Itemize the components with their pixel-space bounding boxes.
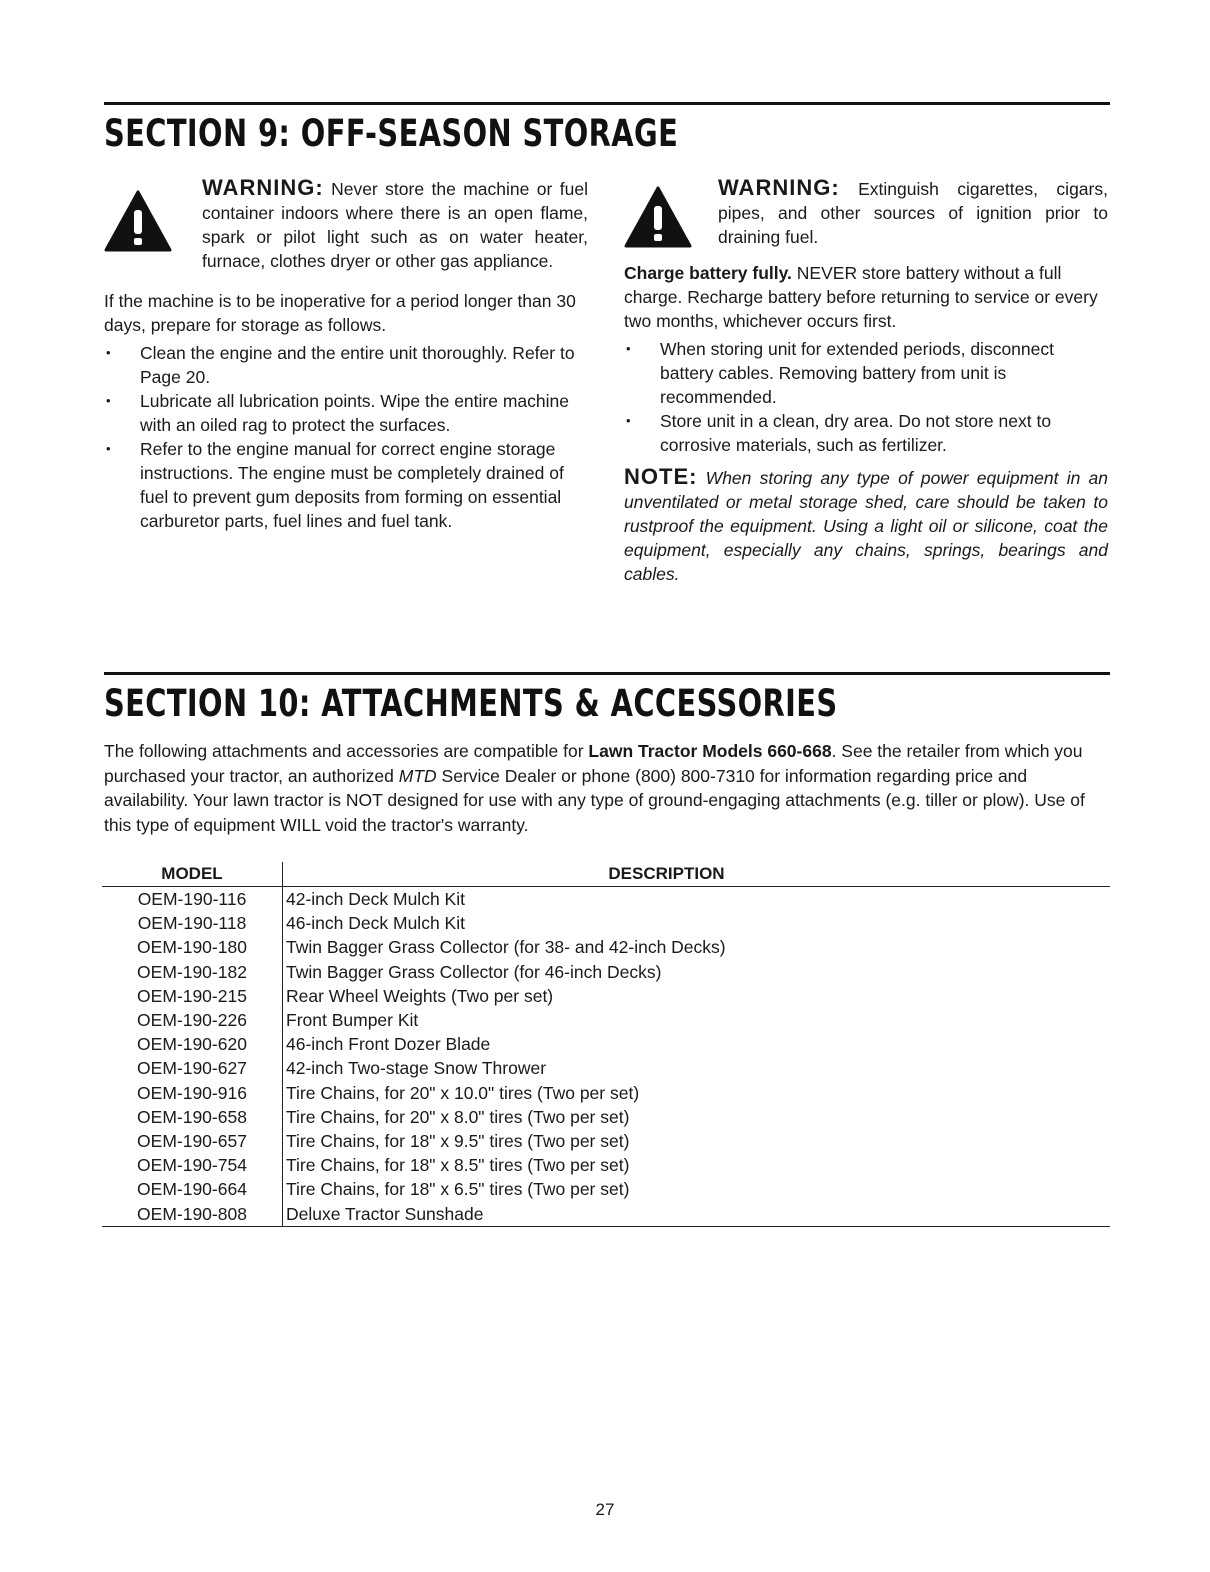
description-cell: 46-inch Front Dozer Blade (286, 1034, 491, 1055)
model-cell: OEM-190-916 (102, 1081, 283, 1105)
list-item: • Refer to the engine manual for correct engine storage instructions. The engine must be completely drained of fuel to prevent gum deposits from forming on essential carburetor parts, fuel lines and fuel tank. (104, 437, 588, 533)
page-number: 27 (595, 1500, 615, 1519)
warning-triangle-icon (104, 190, 172, 252)
battery-steps-list (624, 337, 1108, 457)
table-row (102, 1105, 1110, 1129)
model-cell: OEM-190-664 (102, 1177, 283, 1201)
model-cell: OEM-190-180 (102, 935, 283, 959)
warning-label: WARNING: (718, 175, 840, 200)
table-row (102, 1177, 1110, 1201)
warning-label: WARNING: (202, 175, 324, 200)
warning-block-right (624, 176, 1108, 249)
storage-intro: If the machine is to be inoperative for a period longer than 30 days, prepare for storage as follows. (104, 291, 576, 335)
list-item: • Lubricate all lubrication points. Wipe the entire machine with an oiled rag to protect the surfaces. (104, 389, 588, 437)
description-cell: Rear Wheel Weights (Two per set) (286, 985, 554, 1006)
description-cell: Twin Bagger Grass Collector (for 46-inch Decks) (286, 961, 662, 982)
table-row (102, 911, 1110, 935)
description-cell: 42-inch Deck Mulch Kit (286, 889, 465, 910)
table-header-row (102, 862, 1110, 887)
description-cell: Twin Bagger Grass Collector (for 38- and 42-inch Decks) (286, 937, 726, 958)
description-cell: 46-inch Deck Mulch Kit (286, 913, 465, 934)
table-row (102, 1056, 1110, 1080)
description-cell: Tire Chains, for 20" x 10.0" tires (Two per set) (286, 1082, 640, 1103)
model-cell: OEM-190-226 (102, 1008, 283, 1032)
warning-text: Extinguish cigarettes, cigars, pipes, and other sources of ignition prior to draining fuel. (718, 179, 1108, 247)
description-cell: Tire Chains, for 18" x 9.5" tires (Two per set) (286, 1130, 630, 1151)
battery-paragraph (624, 261, 1108, 333)
section-10-rule (104, 672, 1110, 675)
model-cell: OEM-190-658 (102, 1105, 283, 1129)
note-paragraph (624, 465, 1108, 586)
warning-text: Never store the machine or fuel container indoors where there is an open flame, spark or pilot light such as on water heater, furnace, clothes dryer or other gas appliance. (202, 179, 588, 271)
model-cell: OEM-190-808 (102, 1201, 283, 1226)
warning-triangle-icon (624, 186, 692, 248)
table-row (102, 887, 1110, 912)
description-cell: 42-inch Two-stage Snow Thrower (286, 1058, 547, 1079)
intro-text: Service Dealer or phone (800) 800-7310 for information regarding price and availability. Your lawn tractor is NOT designed for use with any type of ground-engaging attachments (e.g. tiller or plow). Use of this type of equipment WILL void the tractor's warranty. (104, 765, 1085, 835)
table-row (102, 1129, 1110, 1153)
table-row (102, 1153, 1110, 1177)
section-10-title: SECTION 10: ATTACHMENTS & ACCESSORIES (104, 682, 838, 725)
battery-text: NEVER store battery without a full charge. Recharge battery before returning to service or every two months, whichever occurs first. (624, 263, 1098, 331)
table-row (102, 1081, 1110, 1105)
table-row (102, 960, 1110, 984)
list-item: • When storing unit for extended periods, disconnect battery cables. Removing battery from unit is recommended. (624, 337, 1108, 409)
table-row (102, 1008, 1110, 1032)
description-cell: Tire Chains, for 20" x 8.0" tires (Two per set) (286, 1106, 630, 1127)
storage-steps-list (104, 341, 588, 533)
description-cell: Tire Chains, for 18" x 6.5" tires (Two per set) (286, 1179, 630, 1200)
intro-text: The following attachments and accessories are compatible for (104, 741, 589, 761)
model-cell: OEM-190-118 (102, 911, 283, 935)
section-9-title: SECTION 9: OFF-SEASON STORAGE (104, 112, 679, 155)
accessories-intro (104, 739, 1104, 837)
note-label: NOTE: (624, 464, 698, 489)
brand-name: MTD (398, 765, 437, 786)
model-cell: OEM-190-620 (102, 1032, 283, 1056)
list-item: • Store unit in a clean, dry area. Do not store next to corrosive materials, such as fertilizer. (624, 409, 1108, 457)
model-cell: OEM-190-754 (102, 1153, 283, 1177)
table-row (102, 1032, 1110, 1056)
description-cell: Tire Chains, for 18" x 8.5" tires (Two per set) (286, 1155, 630, 1176)
column-header-description: DESCRIPTION (283, 862, 1111, 887)
note-text: When storing any type of power equipment in an unventilated or metal storage shed, care should be taken to rustproof the equipment. Using a light oil or silicone, coat the equipment, especially any chains, springs, bearings and cables. (624, 468, 1108, 584)
model-cell: OEM-190-657 (102, 1129, 283, 1153)
model-cell: OEM-190-215 (102, 984, 283, 1008)
models-highlight: Lawn Tractor Models 660-668 (588, 741, 832, 761)
accessories-table (102, 862, 1110, 1227)
column-header-model: MODEL (102, 862, 283, 887)
description-cell: Deluxe Tractor Sunshade (283, 1201, 1111, 1226)
table-row (102, 935, 1110, 959)
intro-text: . See the retailer from which you purchased your tractor, an authorized (104, 741, 1083, 786)
list-item: • Clean the engine and the entire unit thoroughly. Refer to Page 20. (104, 341, 588, 389)
model-cell: OEM-190-627 (102, 1056, 283, 1080)
battery-heading: Charge battery fully. (624, 263, 792, 283)
table-row (102, 1201, 1110, 1226)
description-cell: Front Bumper Kit (286, 1010, 419, 1031)
model-cell: OEM-190-116 (102, 887, 283, 912)
model-cell: OEM-190-182 (102, 960, 283, 984)
section-9-rule (104, 102, 1110, 105)
section-9-right-column (624, 176, 1108, 586)
table-row (102, 984, 1110, 1008)
section-9-left-column (104, 176, 588, 533)
warning-block-left (104, 176, 588, 273)
